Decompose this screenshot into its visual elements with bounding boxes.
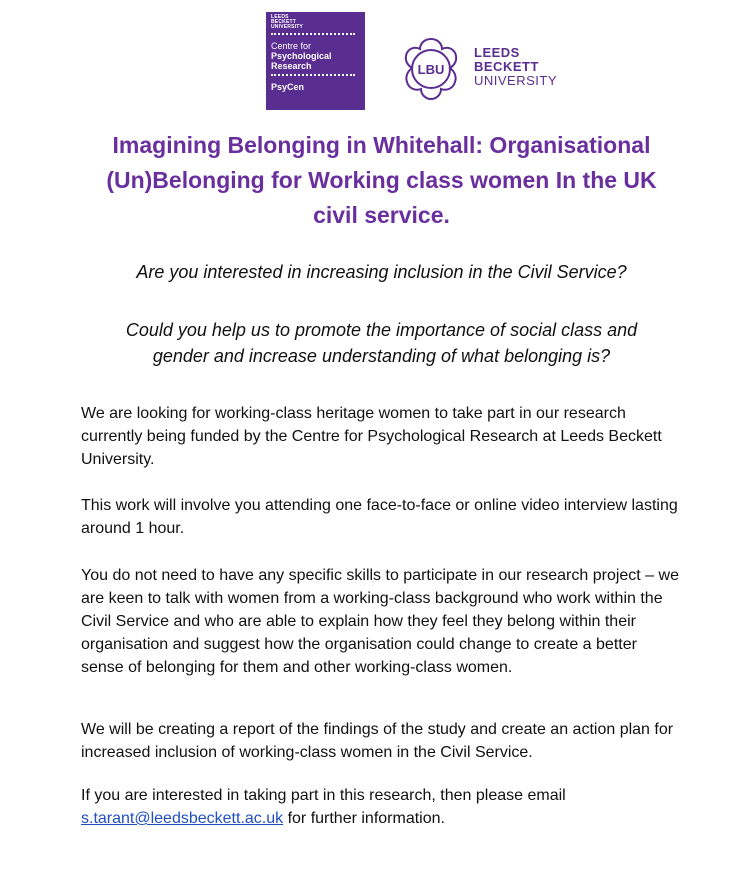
contact-text-after: for further information.: [283, 810, 445, 827]
paragraph-contact: [81, 784, 681, 830]
title-line-2: (Un)Belonging for Working class women In the UK: [106, 167, 657, 193]
question-inclusion: Are you interested in increasing inclusion in the Civil Service?: [136, 262, 627, 282]
paragraph-report: We will be creating a report of the findings of the study and create an action plan for increased inclusion of working-class women in the Civil Service.: [81, 721, 674, 761]
paragraph-looking-for: We are looking for working-class heritage women to take part in our research currently being funded by the Centre for Psychological Research at Leeds Beckett University.: [81, 405, 662, 468]
paragraph-interview: This work will involve you attending one face-to-face or online video interview lasting around 1 hour.: [81, 497, 678, 537]
contact-email-link[interactable]: s.tarant@leedsbeckett.ac.uk: [81, 810, 284, 827]
question-promote: [60, 317, 703, 369]
paragraph-skills: You do not need to have any specific skills to participate in our research project – we are keen to talk with women from a working-class background who work within the Civil Service and who are able to explain how they feel they belong within their organisation and suggest how the organisation could change to create a better sense of belonging for them and other working-class women.: [81, 567, 679, 676]
lbu-wordmark: [474, 46, 557, 88]
lbu-emblem-text: LBU: [417, 62, 445, 77]
question-promote-line-1: Could you help us to promote the importance of social class and: [125, 320, 638, 340]
psycen-dotted-divider-2: [271, 74, 355, 79]
psycen-logo: [266, 12, 365, 110]
psycen-small-line-2: BECKETT: [271, 19, 297, 25]
lbu-rose-emblem-icon: [396, 34, 466, 104]
psycen-psychological: Psychological: [271, 51, 332, 61]
psycen-centre-for: Centre for: [271, 41, 312, 51]
psycen-dotted-divider: [271, 33, 355, 38]
psycen-small-line-1: LEEDS: [271, 14, 289, 20]
contact-text-before: If you are interested in taking part in this research, then please email: [81, 787, 566, 804]
lbu-wordmark-line-2: BECKETT: [474, 59, 539, 74]
lbu-wordmark-line-1: LEEDS: [474, 45, 520, 60]
question-promote-line-2: gender and increase understanding of what belonging is?: [152, 346, 611, 366]
title-line-1: Imagining Belonging in Whitehall: Organisational: [112, 132, 651, 158]
psycen-small-line-3: UNIVERSITY: [271, 24, 304, 30]
lbu-wordmark-line-3: UNIVERSITY: [474, 73, 558, 88]
page-title: [60, 128, 703, 233]
title-line-3: civil service.: [313, 202, 450, 228]
psycen-name: PsyCen: [271, 82, 305, 92]
psycen-research: Research: [271, 61, 312, 71]
header-logos: [266, 12, 566, 112]
